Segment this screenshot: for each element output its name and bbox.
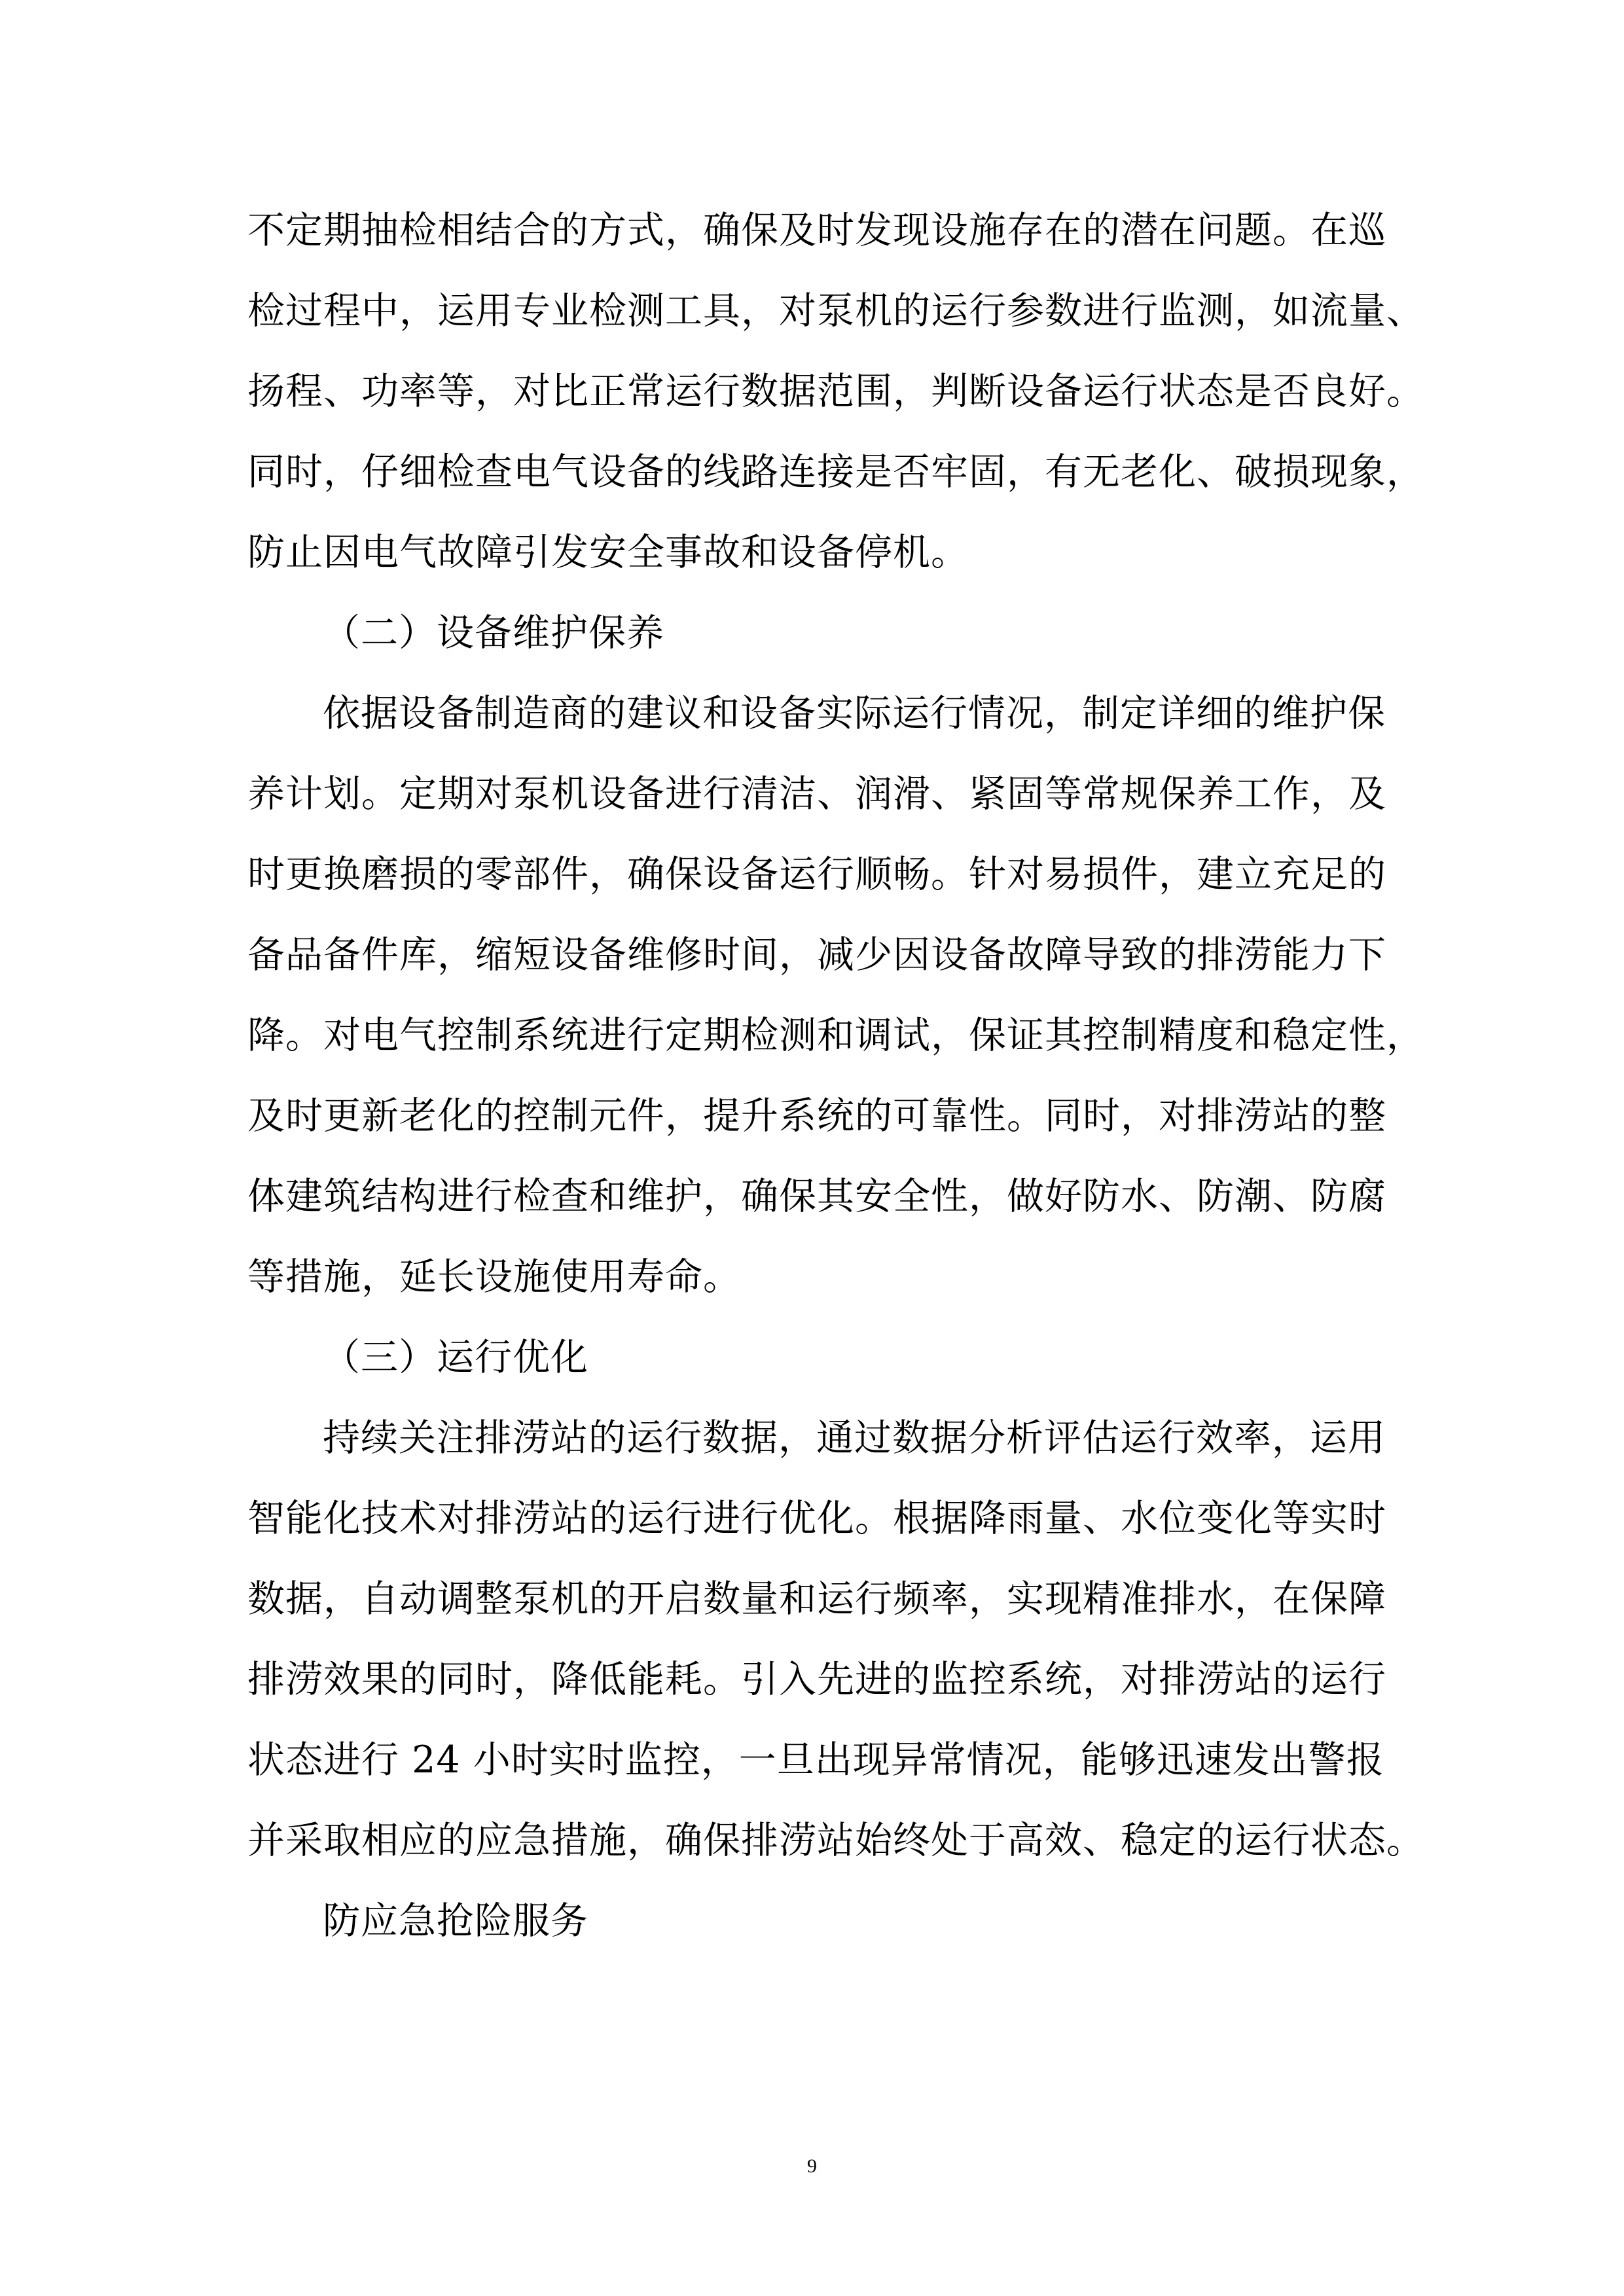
paragraph-line: 不定期抽检相结合的方式，确保及时发现设施存在的潜在问题。在巡 — [247, 209, 1386, 252]
paragraph-line: 同时，仔细检查电气设备的线路连接是否牢固，有无老化、破损现象， — [247, 450, 1424, 493]
paragraph-line: 排涝效果的同时，降低能耗。引入先进的监控系统，对排涝站的运行 — [247, 1658, 1386, 1701]
paragraph-line: 数据，自动调整泵机的开启数量和运行频率，实现精准排水，在保障 — [247, 1577, 1386, 1621]
paragraph-line: 降。对电气控制系统进行定期检测和调试，保证其控制精度和稳定性， — [247, 1014, 1424, 1057]
paragraph-line: 扬程、功率等，对比正常运行数据范围，判断设备运行状态是否良好。 — [247, 370, 1424, 413]
section-heading: （三）运行优化 — [323, 1336, 588, 1379]
paragraph-line: 并采取相应的应急措施，确保排涝站始终处于高效、稳定的运行状态。 — [247, 1819, 1424, 1862]
body-text — [247, 190, 1424, 1962]
paragraph-line: 检过程中，运用专业检测工具，对泵机的运行参数进行监测，如流量、 — [247, 289, 1424, 332]
paragraph-line: 依据设备制造商的建议和设备实际运行情况，制定详细的维护保 — [323, 692, 1386, 735]
paragraph-line: 及时更新老化的控制元件，提升系统的可靠性。同时，对排涝站的整 — [247, 1094, 1386, 1138]
paragraph-line: 状态进行 24 小时实时监控，一旦出现异常情况，能够迅速发出警报 — [247, 1738, 1384, 1782]
paragraph-line: 等措施，延长设施使用寿命。 — [247, 1255, 741, 1299]
paragraph-line: 备品备件库，缩短设备维修时间，减少因设备故障导致的排涝能力下 — [247, 933, 1386, 977]
section-heading: （二）设备维护保养 — [323, 611, 664, 655]
paragraph-line: 养计划。定期对泵机设备进行清洁、润滑、紧固等常规保养工作，及 — [247, 772, 1386, 816]
paragraph-line: 智能化技术对排涝站的运行进行优化。根据降雨量、水位变化等实时 — [247, 1497, 1386, 1540]
section-heading: 防应急抢险服务 — [323, 1899, 588, 1943]
paragraph-line: 体建筑结构进行检查和维护，确保其安全性，做好防水、防潮、防腐 — [247, 1175, 1386, 1218]
paragraph-line: 持续关注排涝站的运行数据，通过数据分析评估运行效率，运用 — [323, 1416, 1386, 1460]
paragraph-line: 防止因电气故障引发安全事故和设备停机。 — [247, 531, 969, 574]
page-number: 9 — [807, 2155, 817, 2177]
paragraph-line: 时更换磨损的零部件，确保设备运行顺畅。针对易损件，建立充足的 — [247, 853, 1386, 896]
